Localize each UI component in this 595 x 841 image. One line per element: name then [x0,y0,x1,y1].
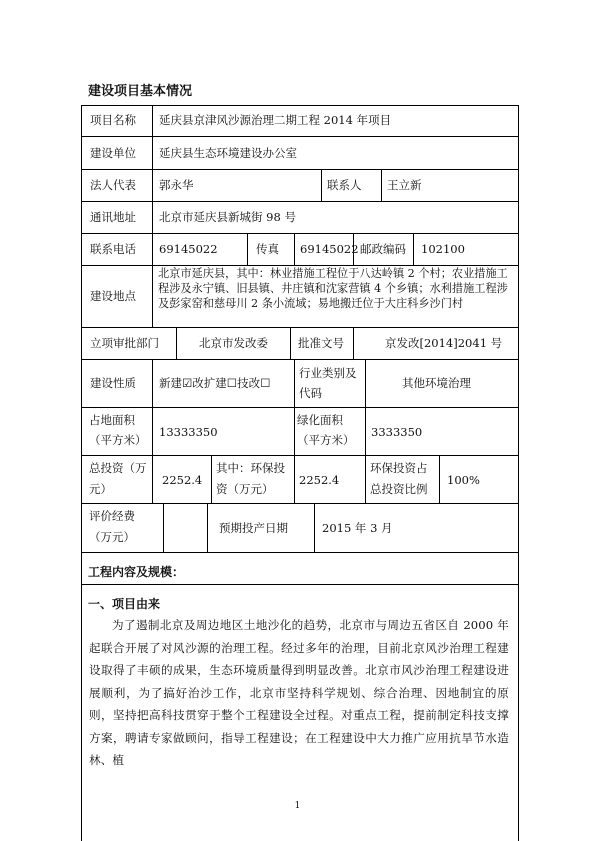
table-rule [314,503,315,552]
table-rule [152,359,153,503]
fax-value: 69145022 [300,242,359,256]
approval-value: 北京市发改委 [199,336,268,350]
table-rule [294,233,295,265]
table-rule [81,233,519,234]
investment-value: 2252.4 [162,473,203,487]
table-rule [294,455,295,503]
env-investment-value: 2252.4 [299,473,340,487]
site-label: 建设地点 [90,289,136,303]
nature-value: 新建☑改扩建☐技改☐ [159,376,271,390]
fax-label: 传真 [256,242,279,256]
phone-value: 69145022 [159,242,218,256]
table-rule [81,201,519,202]
table-rule [294,359,295,455]
builder-label: 建设单位 [90,146,136,160]
industry-value: 其他环境治理 [402,376,471,390]
address-value: 北京市延庆县新城街 98 号 [159,210,296,224]
operation-date-label: 预期投产日期 [219,521,288,535]
legal-rep-value: 郭永华 [159,178,194,192]
table-rule [413,233,414,265]
table-rule [365,359,366,455]
table-rule [365,455,366,503]
content-heading: 工程内容及规模： [88,565,185,579]
section-heading: 一、项目由来 [88,597,161,611]
industry-label: 行业类别及代码 [299,366,357,400]
table-rule [439,455,440,503]
table-rule [290,327,291,359]
phone-label: 联系电话 [90,242,136,256]
table-rule [176,327,177,359]
contact-label: 联系人 [327,178,362,192]
approval-label: 立项审批部门 [90,336,159,350]
green-value: 3333350 [371,425,423,439]
project-name-label: 项目名称 [90,113,136,127]
table-rule [81,455,519,456]
env-ratio-label: 环保投资占总投资比例 [370,461,428,496]
table-rule [353,327,354,359]
contact-value: 王立新 [387,178,422,192]
nature-label: 建设性质 [90,376,136,390]
table-rule [81,552,519,553]
project-name-value: 延庆县京津风沙源治理二期工程 2014 年项目 [159,113,392,127]
green-label: 绿化面积（平方米） [297,413,355,447]
table-rule [163,503,164,552]
table-rule [152,265,153,327]
address-label: 通讯地址 [90,210,136,224]
postal-label: 邮政编码 [360,242,406,256]
evaluation-label: 评价经费（万元） [89,509,135,544]
body-paragraph: 为了遏制北京及周边地区土地沙化的趋势，北京市与周边五省区自 2000 年起联合开展了对风沙源的治理工程。经过多年的治理，目前北京风沙治理工程建设取得了丰硕的成果，生态环境质量得到明显改善。北京市风沙治理工程建设进展顺利，为了搞好治沙工作，北京市坚持科学规划、综合治理、因地制宜的原则，坚持把高科技贯穿于整个工程建设全过程。对重点工程，提前制定科技支撑方案，聘请专家做顾问，指导工程建设；在工程建设中大力推广应用抗旱节水造林、植 [89,618,509,767]
postal-value: 102100 [421,242,465,256]
table-rule [381,169,382,201]
approval-doc-value: 京发改[2014]2041 号 [385,336,503,350]
legal-rep-label: 法人代表 [90,178,136,192]
approval-doc-label: 批准文号 [298,336,344,350]
table-rule [81,503,519,504]
investment-label: 总投资（万元） [89,461,147,496]
table-rule [321,169,322,201]
table-rule [81,327,519,328]
env-ratio-value: 100% [447,473,480,487]
area-value: 13333350 [159,425,218,439]
table-rule [247,233,248,265]
operation-date-value: 2015 年 3 月 [322,521,393,535]
table-rule [207,503,208,552]
table-rule [81,359,519,360]
table-rule [81,169,519,170]
page-number: 1 [294,801,301,811]
page-title: 建设项目基本情况 [88,84,193,99]
table-rule [211,455,212,503]
site-value: 北京市延庆县，其中：林业措施工程位于八达岭镇 2 个村；农业措施工程涉及永宁镇、旧县镇、井庄镇和沈家营镇 4 个乡镇；水利措施工程涉及彭家窑和慈母川 2 条小流域；易地搬迁位于大庄科乡沙门村 [158,267,508,310]
builder-value: 延庆县生态环境建设办公室 [159,146,297,160]
table-rule [81,136,519,137]
table-rule [81,407,519,408]
table-rule [81,584,519,585]
table-rule [152,105,153,265]
area-label: 占地面积（平方米） [89,413,147,447]
env-investment-label: 其中：环保投资（万元） [216,461,285,496]
